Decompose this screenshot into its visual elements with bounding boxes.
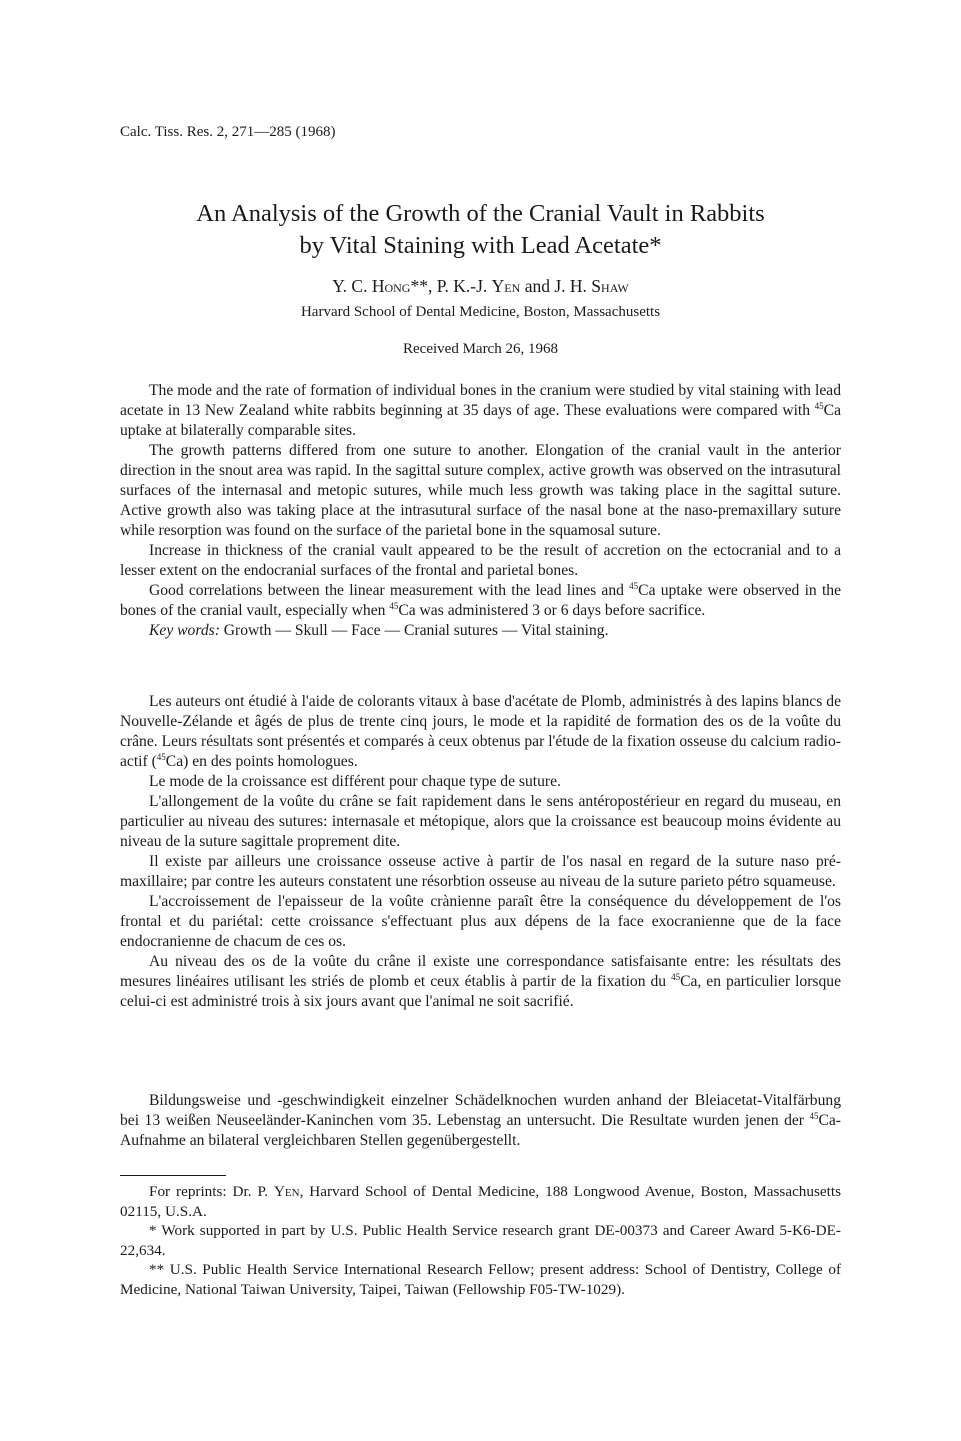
author-1-initials: Y. C.: [332, 276, 368, 296]
journal-citation: Calc. Tiss. Res. 2, 271—285 (1968): [120, 124, 336, 140]
footnote-reprints: For reprints: Dr. P. Yen, Harvard School of Dental Medicine, 188 Longwood Avenue, Boston, Massachusetts 02115, U.S.A.: [120, 1183, 841, 1220]
affiliation: Harvard School of Dental Medicine, Boston, Massachusetts: [300, 304, 661, 320]
abstract-paragraph: L'accroissement de l'epaisseur de la voûte crànienne paraît être la conséquence du développement de l'os frontal et du pariétal: cette croissance s'effectuant plus aux dépens de la face exocranienne que de la face endocranienne de chacum de ces os.: [120, 893, 841, 950]
author-3-surname: Shaw: [591, 276, 629, 296]
key-words-label: Key words:: [149, 622, 220, 639]
footnotes: [120, 1182, 841, 1299]
author-3-initials: J. H.: [554, 276, 587, 296]
footnote-fellowship: ** U.S. Public Health Service International Research Fellow; present address: School of Dentistry, College of Medicine, National Taiwan University, Taipei, Taiwan (Fellowship F05-TW-1029).: [120, 1261, 841, 1298]
abstract-paragraph: The growth patterns differed from one suture to another. Elongation of the cranial vault in the anterior direction in the snout area was rapid. In the sagittal suture complex, active growth was observed on the intrasutural surfaces of the internasal and metopic sutures, while much less growth was taking place in the sagittal suture. Active growth also was taking place at the intrasutural surface of the nasal bone at the naso-premaxillary suture while resorption was found on the surface of the parietal bone in the squamosal suture.: [120, 442, 841, 539]
abstract-paragraph: Bildungsweise und -geschwindigkeit einzelner Schädelknochen wurden anhand der Bleiacetat-Vitalfärbung bei 13 weißen Neuseeländer-Kaninchen vom 35. Lebenstag an untersucht. Die Resultate wurden jenen der $^{45}$Ca-Aufnahme an bilateral vergleichbaren Stellen gegenübergestellt.: [120, 1092, 841, 1149]
footnote-funding: * Work supported in part by U.S. Public Health Service research grant DE-00373 and Career Award 5-K6-DE-22,634.: [120, 1222, 841, 1259]
abstract-paragraph: L'allongement de la voûte du crâne se fait rapidement dans le sens antéropostérieur en regard du museau, en particulier au niveau des sutures: internasale et métopique, alors que la croissance est beaucoup moins évidente au niveau de la suture sagittale proprement dite.: [120, 793, 841, 850]
abstract-paragraph: Les auteurs ont étudié à l'aide de colorants vitaux à base d'acétate de Plomb, administrés à des lapins blancs de Nouvelle-Zélande et âgés de plus de trente cinq jours, le mode et la rapidité de formation des os de la voûte du crâne. Leurs résultats sont présentés et comparés à ceux obtenus par l'étude de la fixation osseuse du calcium radio-actif ($^{45}$Ca) en des points homologues.: [120, 693, 841, 770]
title-line-1: An Analysis of the Growth of the Cranial Vault in Rabbits: [196, 200, 765, 227]
abstract-french: [120, 692, 841, 1012]
author-1-surname: Hong: [371, 276, 411, 296]
title-line-2: by Vital Staining with Lead Acetate*: [299, 232, 662, 259]
abstract-paragraph: Le mode de la croissance est différent pour chaque type de suture.: [149, 773, 561, 790]
key-words-text: Growth — Skull — Face — Cranial sutures — Vital staining.: [219, 622, 609, 639]
abstract-paragraph: Au niveau des os de la voûte du crâne il existe une correspondance satisfaisante entre: les résultats des mesures linéaires utilisant les striés de plomb et ceux établis à partir de la fixation du $^{45}$Ca, en particulier lorsque celui-ci est administré trois à six jours avant que l'animal ne soit sacrifié.: [120, 953, 842, 1010]
author-separator: ,: [427, 276, 437, 296]
abstract-english: [120, 381, 841, 641]
footnote-divider: [120, 1175, 226, 1176]
author-separator: and: [520, 276, 555, 296]
author-1-footnote-mark: **: [410, 276, 428, 296]
author-list: [0, 276, 961, 297]
paper-title: [0, 198, 961, 262]
author-2-initials: P. K.-J.: [436, 276, 488, 296]
abstract-paragraph: Good correlations between the linear measurement with the lead lines and $^{45}$Ca uptake were observed in the bones of the cranial vault, especially when $^{45}$Ca was administered 3 or 6 days before sacrifice.: [120, 581, 841, 619]
abstract-paragraph: The mode and the rate of formation of individual bones in the cranium were studied by vital staining with lead acetate in 13 New Zealand white rabbits beginning at 35 days of age. These evaluations were compared with $^{45}$Ca uptake at bilaterally comparable sites.: [120, 382, 841, 439]
abstract-paragraph: Il existe par ailleurs une croissance osseuse active à partir de l'os nasal en regard de la suture naso pré-maxillaire; par contre les auteurs constatent une résorbtion osseuse au niveau de la suture parieto pétro squameuse.: [120, 853, 841, 890]
author-2-surname: Yen: [491, 276, 521, 296]
abstract-german: [120, 1091, 841, 1151]
key-words: [120, 621, 841, 641]
received-date: Received March 26, 1968: [403, 341, 558, 357]
abstract-paragraph: Increase in thickness of the cranial vault appeared to be the result of accretion on the ectocranial and to a lesser extent on the endocranial surfaces of the frontal and parietal bones.: [120, 542, 841, 579]
